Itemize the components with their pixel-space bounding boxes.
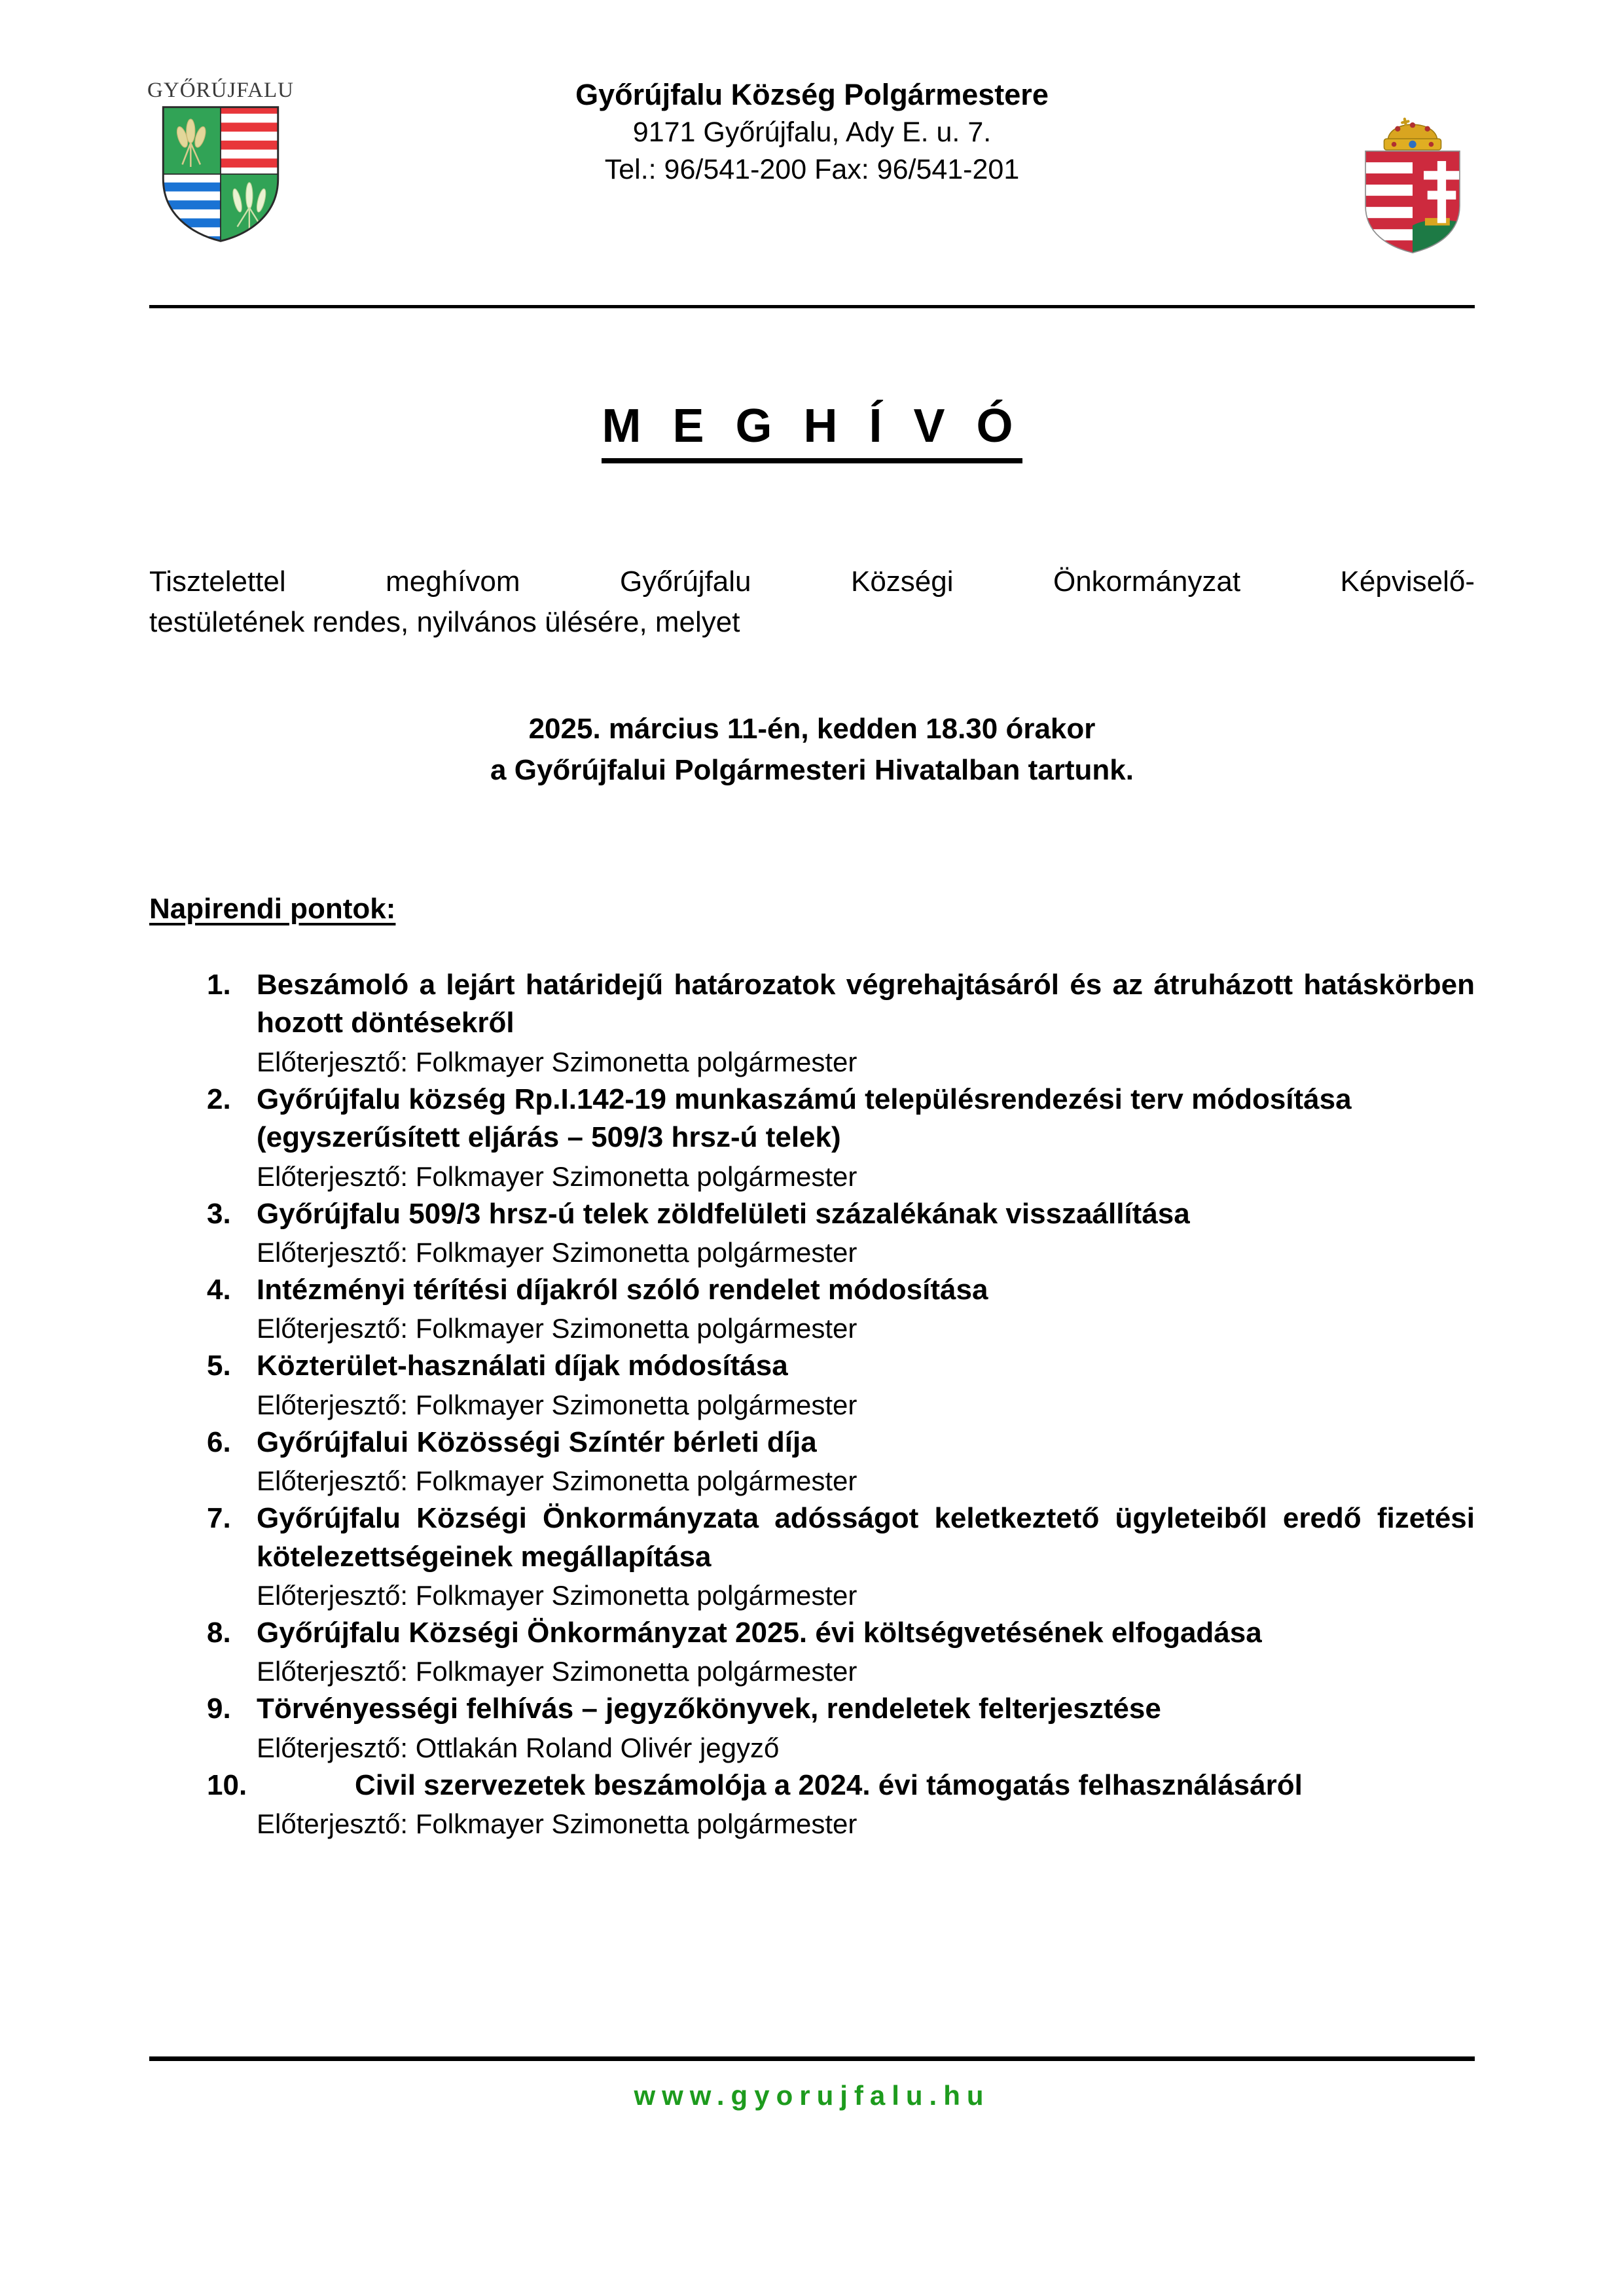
hungary-coat-of-arms-icon (1350, 92, 1475, 255)
agenda-item (149, 1347, 1475, 1423)
agenda-item-number: 9. (207, 1693, 231, 1725)
intro-line-2: testületének rendes, nyilvános ülésére, melyet (149, 606, 740, 639)
agenda-item (149, 1081, 1475, 1195)
agenda-item-presenter: Előterjesztő: Folkmayer Szimonetta polgármester (257, 1389, 857, 1420)
meeting-datetime: 2025. március 11-én, kedden 18.30 órakor (528, 712, 1096, 745)
agenda-item-number: 4. (207, 1273, 231, 1306)
office-address: 9171 Győrújfalu, Ady E. u. 7. (632, 117, 992, 149)
agenda-item-title (257, 1767, 1475, 1805)
footer-divider (149, 2056, 1475, 2061)
office-title: Győrújfalu Község Polgármestere (575, 78, 1049, 111)
meeting-place: a Győrújfalui Polgármesteri Hivatalban tartunk. (490, 753, 1134, 786)
agenda-item (149, 966, 1475, 1081)
agenda-item (149, 1767, 1475, 1842)
gyorujfalu-village-coat-of-arms-icon (159, 105, 282, 243)
agenda-item-title: Győrújfalu Községi Önkormányzat 2025. évi költségvetésének elfogadása (257, 1616, 1262, 1649)
website-url[interactable]: www.gyorujfalu.hu (634, 2080, 990, 2111)
letterhead (0, 0, 1624, 216)
agenda-item (149, 1499, 1475, 1614)
intro-line-1: Tisztelettel meghívom Győrújfalu Községi Önkormányzat Képviselő- (149, 565, 1475, 598)
document-title-text: M E G H Í V Ó (602, 399, 1022, 463)
village-crest-caption: GYŐRÚJFALU (147, 79, 294, 102)
agenda-item-title: Győrújfalu Községi Önkormányzata adósságot keletkeztető ügyleteiből eredő fizetési kötelezettségeinek megállapítása (257, 1502, 1475, 1573)
agenda-item-number: 7. (207, 1502, 231, 1535)
agenda-item-presenter: Előterjesztő: Folkmayer Szimonetta polgármester (257, 1465, 857, 1497)
letterhead-text (354, 75, 1271, 188)
agenda-item-title: Közterület-használati díjak módosítása (257, 1350, 788, 1382)
office-contact: Tel.: 96/541-200 Fax: 96/541-201 (604, 154, 1020, 186)
document-body (149, 340, 1475, 1842)
agenda-item-number: 6. (207, 1426, 231, 1458)
agenda-item-number: 2. (207, 1083, 231, 1115)
agenda-item-presenter: Előterjesztő: Folkmayer Szimonetta polgármester (257, 1808, 857, 1840)
intro-paragraph (149, 562, 1475, 643)
agenda-list (149, 966, 1475, 1842)
header-divider (149, 305, 1475, 308)
agenda-item-title: Intézményi térítési díjakról szóló rendelet módosítása (257, 1273, 988, 1306)
agenda-item (149, 1271, 1475, 1347)
agenda-item-title: Győrújfalu 509/3 hrsz-ú telek zöldfelületi százalékának visszaállítása (257, 1197, 1190, 1230)
agenda-item-number: 5. (207, 1350, 231, 1382)
agenda-item-presenter: Előterjesztő: Folkmayer Szimonetta polgármester (257, 1313, 857, 1344)
agenda-item-presenter: Előterjesztő: Folkmayer Szimonetta polgármester (257, 1160, 857, 1192)
agenda-item-presenter: Előterjesztő: Ottlakán Roland Olivér jegyző (257, 1732, 780, 1763)
village-crest-block (145, 79, 296, 243)
agenda-item-presenter: Előterjesztő: Folkmayer Szimonetta polgármester (257, 1580, 857, 1611)
agenda-item-title: Győrújfalui Közösségi Színtér bérleti díja (257, 1426, 817, 1458)
agenda-item-title: Beszámoló a lejárt határidejű határozatok végrehajtásáról és az átruházott hatáskörben hozott döntésekről (257, 968, 1475, 1039)
agenda-item-number: 10. (207, 1768, 247, 1801)
agenda-item (149, 1614, 1475, 1690)
agenda-heading: Napirendi pontok: (149, 892, 396, 925)
agenda-item (149, 1424, 1475, 1499)
agenda-item-presenter: Előterjesztő: Folkmayer Szimonetta polgármester (257, 1046, 857, 1077)
agenda-item (149, 1195, 1475, 1271)
agenda-item-title: Törvényességi felhívás – jegyzőkönyvek, rendeletek felterjesztése (257, 1693, 1161, 1725)
agenda-item-presenter: Előterjesztő: Folkmayer Szimonetta polgármester (257, 1656, 857, 1687)
agenda-item (149, 1690, 1475, 1766)
footer (149, 2080, 1475, 2111)
agenda-item-number: 3. (207, 1197, 231, 1230)
agenda-item-title-text: Civil szervezetek beszámolója a 2024. évi támogatás felhasználásáról (355, 1768, 1303, 1801)
agenda-item-number: 1. (207, 968, 231, 1001)
agenda-item-title: Győrújfalu község Rp.I.142-19 munkaszámú településrendezési terv módosítása (egyszerűsített eljárás – 509/3 hrsz-ú telek) (257, 1083, 1352, 1154)
agenda-item-presenter: Előterjesztő: Folkmayer Szimonetta polgármester (257, 1237, 857, 1268)
agenda-item-number: 8. (207, 1616, 231, 1649)
meeting-details (149, 709, 1475, 791)
agenda-heading-wrap (149, 791, 1475, 925)
document-title (149, 399, 1475, 463)
